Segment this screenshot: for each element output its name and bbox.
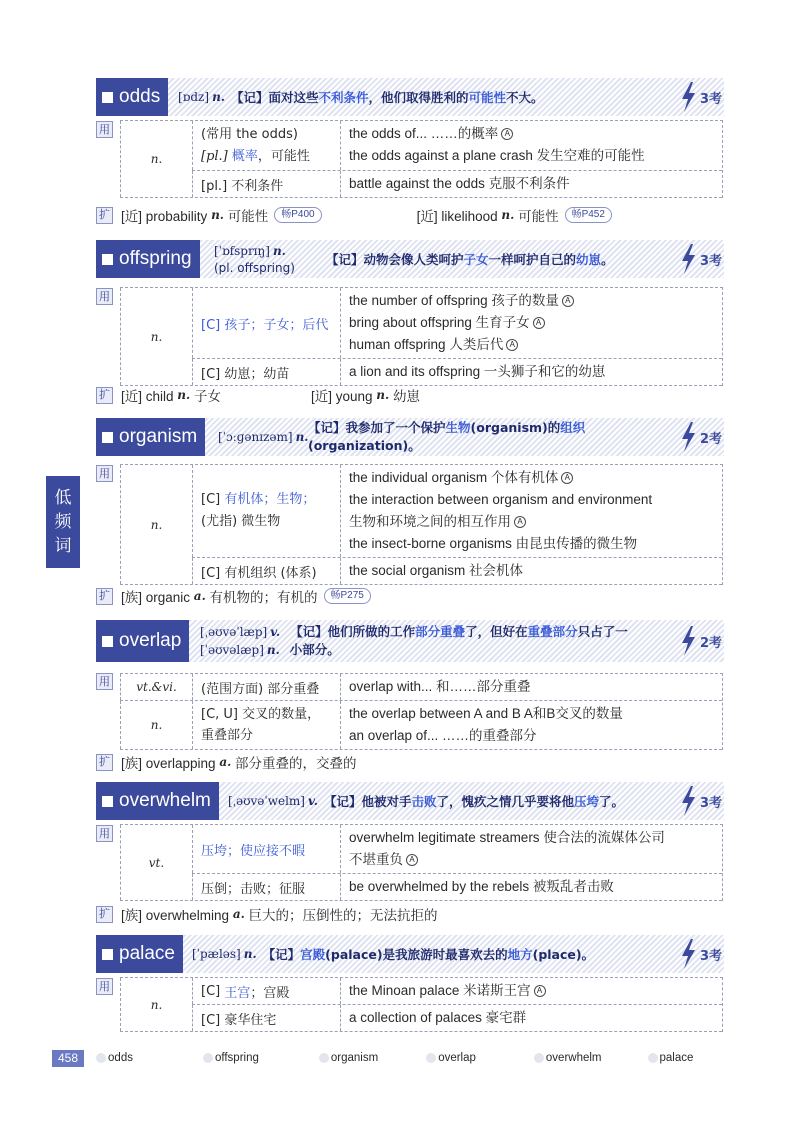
entry-info: [ˌəʊvəˈlæp] v. 【记】他们所做的工作部分重叠了，但好在重叠部分只占了一 [ˈəʊvəlæp] n. 小部分。 [200,624,628,657]
pos-cell: n. [120,701,192,749]
usage-table [120,977,723,1032]
audio-icon[interactable]: A [514,516,526,528]
examples: battle against the odds 克服不利条件 [340,171,722,197]
entry-info [214,240,295,278]
audio-icon[interactable]: A [534,985,546,997]
pronunciation: [ˈəʊvəlæp] [200,643,264,657]
pronunciation: [ˌəʊvəˈwelm] [228,794,305,808]
lightning-icon [680,422,696,452]
footer-word[interactable]: offspring [203,1052,259,1064]
audio-icon[interactable]: A [406,854,418,866]
footer-word[interactable]: organism [319,1052,378,1064]
definition: [pl.] 不利条件 [192,171,340,197]
pronunciation: [ɒdz] [178,90,210,104]
table-row [120,978,722,1032]
definition: [C] 豪华住宅 [192,1005,340,1031]
lightning-icon [680,786,696,816]
table-row [120,674,722,701]
entry-offspring [96,240,724,278]
examples: overwhelm legitimate streamers 使合法的流媒体公司 不堪重负 A [340,825,722,873]
headword: odds [96,78,168,116]
examples: the number of offspring 孩子的数量 A bring about offspring 生育子女 A human offspring 人类后代 A [340,288,722,358]
definition: [C, U] 交叉的数量， 重叠部分 [192,701,340,749]
pronunciation: [ˈɒfsprɪŋ] [214,243,270,258]
expand-tag: 扩 [96,754,113,771]
entry-header [96,78,724,116]
part-of-speech: n. [243,947,257,961]
pronunciation: [ˌəʊvəˈlæp] [200,625,268,639]
headword: overlap [96,620,189,662]
expand-tag: 扩 [96,387,113,404]
page-ref[interactable]: 畅P452 [565,207,612,223]
usage-tag: 用 [96,978,113,995]
part-of-speech: n. [295,430,309,444]
memo: 【记】面对这些不利条件，他们取得胜利的可能性不大。 [230,90,544,105]
examples: be overwhelmed by the rebels 被叛乱者击败 [340,874,722,900]
pos-cell: n. [120,978,192,1031]
exam-count: 3考 [699,795,722,811]
usage-tag: 用 [96,288,113,305]
table-row [120,465,722,585]
definition: (常用 the odds) [pl.] 概率，可能性 [192,121,340,170]
plural-note: (pl. offspring) [214,260,295,275]
entry-header [96,620,724,662]
examples: a lion and its offspring 一头狮子和它的幼崽 [340,359,722,385]
audio-icon[interactable]: A [506,339,518,351]
entry-overwhelm [96,782,724,820]
part-of-speech: v. [270,625,281,639]
examples: the social organism 社会机体 [340,558,722,584]
side-tab-low-frequency[interactable] [46,476,80,568]
part-of-speech: n. [266,643,280,657]
audio-icon[interactable]: A [533,317,545,329]
exam-count: 3考 [699,253,722,269]
pronunciation: [ˈpæləs] [192,947,241,961]
entry-info: [ˌəʊvəˈwelm] v. 【记】他被对手击败了，愧疚之情几乎要将他压垮了。 [228,794,625,809]
pos-cell: n. [120,288,192,385]
lightning-icon [680,626,696,656]
entry-palace [96,935,724,973]
page-footer [52,1049,752,1067]
part-of-speech: n. [212,90,225,104]
headword: offspring [96,240,200,278]
examples: a collection of palaces 豪宅群 [340,1005,722,1031]
side-tab-char: 词 [54,536,72,556]
audio-icon[interactable]: A [561,472,573,484]
extension-line: 扩 [族] overlapping a. 部分重叠的，交叠的 [96,752,357,772]
definition: 压垮；使应接不暇 [192,825,340,873]
examples: the odds of... ……的概率 A the odds against a plane crash 发生空难的可能性 [340,121,722,170]
footer-word[interactable]: odds [96,1052,133,1064]
headword: palace [96,935,183,973]
definition: [C] 有机组织 (体系) [192,558,340,584]
table-row [120,288,722,386]
pos-cell: n. [120,121,192,197]
audio-icon[interactable]: A [562,295,574,307]
definition: (范围方面) 部分重叠 [192,674,340,700]
entry-odds [96,78,724,116]
entry-info [218,418,308,456]
side-tab-char: 频 [54,512,72,532]
expand-tag: 扩 [96,906,113,923]
audio-icon[interactable]: A [501,128,513,140]
part-of-speech: n. [272,243,286,258]
pos-cell: vt. [120,825,192,900]
entry-header [96,782,724,820]
definition: [C] 有机体；生物； (尤指) 微生物 [192,465,340,557]
lightning-icon [680,82,696,112]
lightning-icon [680,244,696,274]
footer-word[interactable]: overwhelm [534,1052,602,1064]
lightning-icon [680,939,696,969]
headword: organism [96,418,205,456]
table-row [120,121,722,198]
usage-table [120,673,723,750]
memo: 【记】我参加了一个保护生物(organism)的组织 (organization)。 [308,420,586,453]
exam-count: 2考 [699,635,722,651]
usage-table [120,120,723,198]
pos-cell: n. [120,465,192,584]
pronunciation: [ˈɔːɡənɪzəm] [218,430,293,444]
extension-line: 扩 [族] organic a. 有机物的；有机的 畅P275 [96,586,371,606]
exam-count: 3考 [699,948,722,964]
definition: [C] 孩子；子女；后代 [192,288,340,358]
headword: overwhelm [96,782,219,820]
part-of-speech: v. [307,794,318,808]
exam-count: 2考 [699,431,722,447]
extension-line: 扩 [近] probability n. 可能性 畅P400 [近] likelihood n. 可能性 畅P452 [96,205,612,225]
entry-overlap [96,620,724,662]
extension-line: 扩 [近] child n. 子女 [近] young n. 幼崽 [96,385,420,405]
usage-table [120,287,723,386]
footer-word[interactable]: overlap [426,1052,476,1064]
entry-header [96,418,724,456]
page-ref[interactable]: 畅P275 [324,588,371,604]
usage-table [120,824,723,901]
page-ref[interactable]: 畅P400 [274,207,321,223]
entry-header [96,240,724,278]
usage-tag: 用 [96,121,113,138]
entry-info: [ˈpæləs] n. 【记】宫殿(palace)是我旅游时最喜欢去的地方(place)。 [192,947,595,962]
exam-count: 3考 [699,91,722,107]
examples: the Minoan palace 米诺斯王宫 A [340,978,722,1004]
examples: the overlap between A and B A和B交叉的数量 an overlap of... ……的重叠部分 [340,701,722,749]
table-row [120,701,722,750]
usage-tag: 用 [96,673,113,690]
page-number: 458 [52,1050,84,1067]
expand-tag: 扩 [96,588,113,605]
entry-organism [96,418,724,456]
definition: [C] 幼崽；幼苗 [192,359,340,385]
memo: 【记】动物会像人类呵护子女一样呵护自己的幼崽。 [326,252,614,267]
entry-header [96,935,724,973]
usage-tag: 用 [96,465,113,482]
examples: overlap with... 和……部分重叠 [340,674,722,700]
entry-info [178,78,544,116]
examples: the individual organism 个体有机体 A the interaction between organism and environment 生物和环境之间的相互作用 A the insect-borne organisms 由昆虫传播的微生物 [340,465,722,557]
pos-cell: vt.&vi. [120,674,192,700]
definition: 压倒；击败；征服 [192,874,340,900]
definition: [C] 王宫 ；宫殿 [192,978,340,1004]
side-tab-char: 低 [54,488,72,508]
extension-line: 扩 [族] overwhelming a. 巨大的；压倒性的；无法抗拒的 [96,904,438,924]
table-row [120,825,722,901]
footer-word[interactable]: palace [648,1052,694,1064]
usage-table [120,464,723,585]
expand-tag: 扩 [96,207,113,224]
usage-tag: 用 [96,825,113,842]
